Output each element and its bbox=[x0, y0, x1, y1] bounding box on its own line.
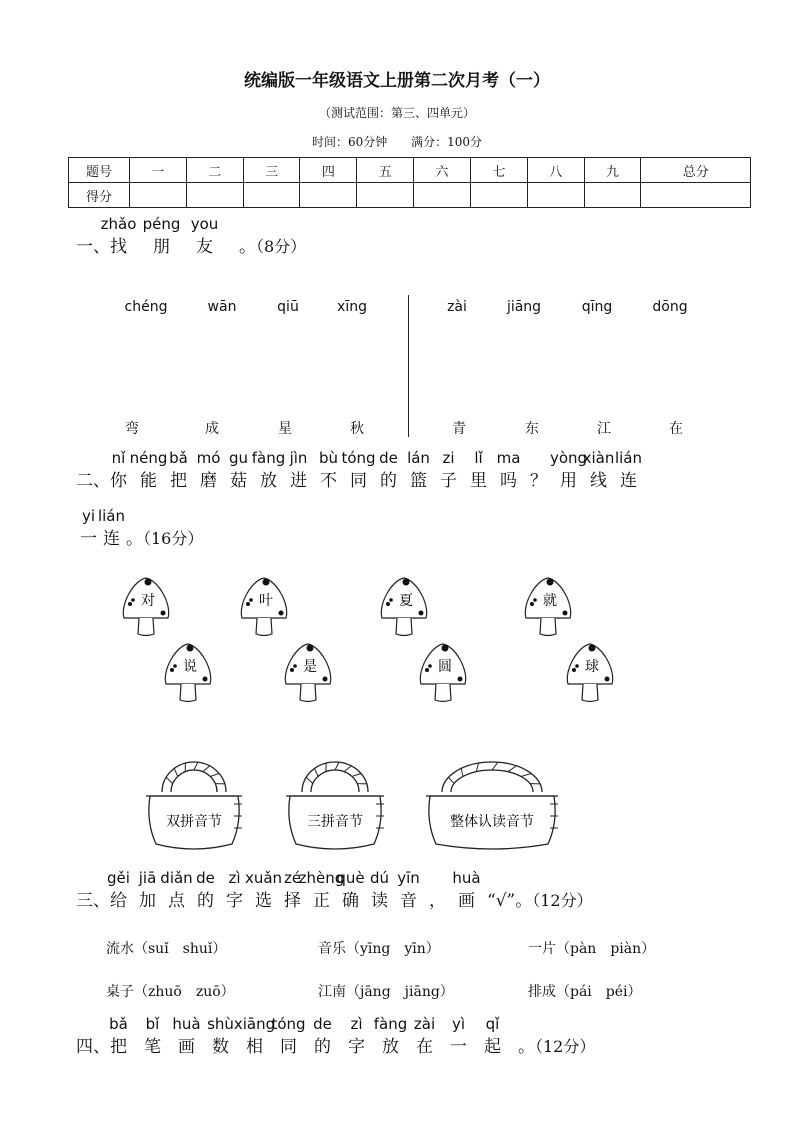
score-value-cell bbox=[641, 183, 751, 208]
basket-weave bbox=[461, 768, 463, 776]
hanzi-text: 的 bbox=[197, 891, 214, 911]
pinyin-char bbox=[271, 1015, 306, 1057]
pinyin-char bbox=[172, 1015, 201, 1057]
hanzi-text: 相 bbox=[246, 1037, 263, 1057]
pinyin-text: xiāng bbox=[233, 1015, 276, 1033]
mushroom[interactable] bbox=[420, 644, 465, 702]
hanzi-text: 用 bbox=[560, 471, 577, 491]
question-3-item-1: 流水（suǐ shuǐ） bbox=[106, 941, 227, 957]
pinyin-text: bǐ bbox=[145, 1015, 160, 1033]
hanzi-text: 能 bbox=[140, 471, 157, 491]
hanzi-text: 吗 bbox=[500, 471, 517, 491]
pinyin-char bbox=[244, 869, 283, 911]
question-1-heading bbox=[76, 215, 307, 257]
pinyin-text: zhǎo bbox=[100, 215, 137, 233]
pinyin-text: lián bbox=[614, 449, 643, 467]
score-value-cell bbox=[414, 183, 471, 208]
hanzi-text: 画 bbox=[458, 891, 475, 911]
question-3-item-2: 音乐（yīng yīn） bbox=[318, 941, 440, 957]
score-value-cell bbox=[470, 183, 527, 208]
pinyin-char bbox=[80, 507, 97, 549]
exam-full-score: 满分：100分 bbox=[411, 135, 482, 149]
pinyin-text: de bbox=[196, 869, 215, 887]
pinyin-word: chéng bbox=[124, 299, 168, 315]
question-1-text bbox=[100, 215, 239, 257]
pinyin-char bbox=[289, 449, 308, 491]
pinyin-text: qǐ bbox=[485, 1015, 500, 1033]
basket-label: 双拼音节 bbox=[166, 814, 222, 830]
hanzi-text: 正 bbox=[313, 891, 330, 911]
pinyin-text: néng bbox=[129, 449, 168, 467]
pinyin-text: zé bbox=[283, 869, 302, 887]
basket-weave bbox=[306, 777, 313, 783]
basket[interactable] bbox=[146, 762, 242, 849]
question-3-item-4: 桌子（zhuō zuō） bbox=[106, 984, 235, 1000]
pinyin-char bbox=[397, 869, 420, 911]
basket-weave bbox=[203, 766, 210, 772]
pinyin-text: yì bbox=[451, 1015, 466, 1033]
question-3-item-3: 一片（pàn piàn） bbox=[528, 941, 656, 957]
pinyin-char bbox=[169, 449, 188, 491]
pinyin-char bbox=[530, 466, 547, 491]
basket-weave bbox=[344, 766, 351, 772]
pinyin-word: qiū bbox=[277, 299, 299, 315]
hanzi-word: 秋 bbox=[350, 421, 364, 437]
hanzi-text: 一 bbox=[80, 529, 97, 549]
pinyin-char bbox=[484, 1015, 501, 1057]
pinyin-char bbox=[109, 1015, 128, 1057]
hanzi-word: 青 bbox=[452, 421, 466, 437]
hanzi-text: 起 bbox=[484, 1037, 501, 1057]
hanzi-text: 点 bbox=[168, 891, 185, 911]
basket-label: 三拼音节 bbox=[307, 814, 363, 830]
basket-weave bbox=[174, 768, 177, 776]
pinyin-text: nǐ bbox=[111, 449, 126, 467]
connect-dot bbox=[293, 664, 297, 668]
pinyin-char bbox=[283, 869, 302, 911]
pinyin-char bbox=[196, 869, 215, 911]
score-value-cell bbox=[527, 183, 584, 208]
connect-dot bbox=[533, 598, 537, 602]
pinyin-word: qīng bbox=[581, 299, 613, 315]
pinyin-char bbox=[196, 449, 221, 491]
connect-dot bbox=[173, 664, 177, 668]
hanzi-text: 不 bbox=[320, 471, 337, 491]
pinyin-char bbox=[298, 869, 345, 911]
question-2-heading-line2 bbox=[80, 507, 204, 549]
hanzi-text: ？ bbox=[530, 471, 547, 491]
question-2-score: （16分） bbox=[143, 529, 204, 548]
score-header-cell: 总分 bbox=[641, 158, 751, 183]
hanzi-text: 子 bbox=[440, 471, 457, 491]
score-header-cell: 四 bbox=[300, 158, 357, 183]
question-2-text-line2 bbox=[80, 507, 126, 549]
pinyin-char bbox=[100, 215, 137, 257]
basket[interactable] bbox=[426, 762, 558, 849]
question-3-end: “√”。 bbox=[487, 891, 533, 911]
mushroom-label: 是 bbox=[303, 659, 317, 675]
mushroom-row-top bbox=[123, 578, 570, 636]
hanzi-text: 笔 bbox=[144, 1037, 161, 1057]
basket-weave bbox=[448, 777, 454, 783]
hanzi-text: 连 bbox=[620, 471, 637, 491]
hanzi-text: 进 bbox=[290, 471, 307, 491]
hanzi-text: 磨 bbox=[200, 471, 217, 491]
pinyin-text: gěi bbox=[107, 869, 130, 887]
hanzi-text: 读 bbox=[371, 891, 388, 911]
pinyin-text: jìn bbox=[289, 449, 308, 467]
pinyin-text: de bbox=[313, 1015, 332, 1033]
pinyin-char bbox=[142, 215, 181, 257]
hanzi-text: 一 bbox=[450, 1037, 467, 1057]
test-scope: （测试范围：第三、四单元） bbox=[318, 106, 475, 120]
pinyin-text: zì bbox=[228, 869, 241, 887]
pinyin-text: you bbox=[190, 215, 219, 233]
score-table-score-row bbox=[69, 183, 751, 208]
pinyin-char bbox=[233, 1015, 276, 1057]
pinyin-char bbox=[160, 869, 193, 911]
mushroom[interactable] bbox=[165, 644, 210, 702]
pinyin-text: zài bbox=[413, 1015, 436, 1033]
mushroom[interactable] bbox=[567, 644, 612, 702]
hanzi-word: 成 bbox=[205, 421, 219, 437]
pinyin-char bbox=[407, 449, 430, 491]
hanzi-text: 篮 bbox=[410, 471, 427, 491]
connect-dot bbox=[575, 664, 579, 668]
exam-meta bbox=[0, 133, 794, 150]
score-header-cell: 三 bbox=[243, 158, 300, 183]
score-header-cell: 七 bbox=[470, 158, 527, 183]
pinyin-char bbox=[144, 1015, 161, 1057]
pinyin-char bbox=[429, 886, 446, 911]
question-4-number: 四、 bbox=[76, 1037, 110, 1057]
pinyin-char bbox=[138, 869, 157, 911]
hanzi-text: 的 bbox=[380, 471, 397, 491]
pinyin-char bbox=[450, 1015, 467, 1057]
score-header-cell: 二 bbox=[186, 158, 243, 183]
hanzi-text: 确 bbox=[342, 891, 359, 911]
basket-handle-inner bbox=[171, 770, 217, 792]
pinyin-char bbox=[190, 215, 219, 257]
pinyin-text: zi bbox=[442, 449, 455, 467]
pinyin-char bbox=[107, 869, 130, 911]
score-value-cell bbox=[357, 183, 414, 208]
mushroom-label: 说 bbox=[183, 659, 197, 675]
connect-dot bbox=[389, 598, 393, 602]
exam-time: 时间：60分钟 bbox=[311, 135, 388, 149]
pinyin-char bbox=[341, 449, 376, 491]
hanzi-text: 画 bbox=[178, 1037, 195, 1057]
pinyin-word: jiāng bbox=[506, 299, 542, 315]
pinyin-char bbox=[228, 449, 249, 491]
pinyin-word: wān bbox=[207, 299, 237, 315]
hanzi-text: 同 bbox=[280, 1037, 297, 1057]
hanzi-word: 弯 bbox=[125, 421, 139, 437]
pinyin-char bbox=[440, 449, 457, 491]
basket-weave bbox=[492, 762, 498, 770]
pinyin-char bbox=[369, 869, 390, 911]
question-4-score: （12分） bbox=[535, 1037, 596, 1056]
mushroom[interactable] bbox=[381, 578, 426, 636]
basket-weave bbox=[166, 777, 173, 783]
pinyin-text: shù bbox=[207, 1015, 234, 1033]
hanzi-text: 字 bbox=[348, 1037, 365, 1057]
pinyin-text: bù bbox=[318, 449, 339, 467]
hanzi-text: 同 bbox=[350, 471, 367, 491]
pinyin-text: lán bbox=[407, 449, 430, 467]
pinyin-char bbox=[251, 449, 286, 491]
mushroom-label: 就 bbox=[543, 593, 557, 609]
question-1-divider bbox=[408, 295, 409, 437]
pinyin-text: diǎn bbox=[160, 869, 193, 887]
pinyin-char bbox=[318, 449, 339, 491]
hanzi-text: 菇 bbox=[230, 471, 247, 491]
mushroom-label: 圆 bbox=[438, 659, 452, 675]
question-2-text-line1 bbox=[110, 449, 650, 491]
pinyin-text: huà bbox=[452, 869, 481, 887]
hanzi-text: 里 bbox=[470, 471, 487, 491]
hanzi-text: 你 bbox=[110, 471, 127, 491]
mushroom-label: 夏 bbox=[399, 593, 413, 609]
score-value-cell bbox=[584, 183, 641, 208]
hanzi-text: 把 bbox=[110, 1037, 127, 1057]
basket-row bbox=[146, 762, 558, 849]
question-3-heading bbox=[76, 869, 593, 911]
pinyin-text: tóng bbox=[271, 1015, 306, 1033]
pinyin-char bbox=[614, 449, 643, 491]
hanzi-text: 朋 bbox=[153, 237, 170, 257]
pinyin-text: dú bbox=[369, 869, 390, 887]
mushroom-label: 球 bbox=[585, 659, 599, 675]
hanzi-text: 字 bbox=[226, 891, 243, 911]
question-2-end: 。 bbox=[126, 529, 143, 549]
pinyin-word: dōng bbox=[652, 299, 688, 315]
question-3-number: 三、 bbox=[76, 891, 110, 911]
hanzi-word: 东 bbox=[525, 421, 539, 437]
pinyin-word: xīng bbox=[337, 299, 367, 315]
pinyin-char bbox=[452, 869, 481, 911]
mushroom[interactable] bbox=[525, 578, 570, 636]
pinyin-text: fàng bbox=[251, 449, 286, 467]
pinyin-text: jiā bbox=[138, 869, 157, 887]
hanzi-text: 的 bbox=[314, 1037, 331, 1057]
pinyin-text: mó bbox=[196, 449, 221, 467]
basket-weave bbox=[210, 773, 219, 776]
score-header-cell: 九 bbox=[584, 158, 641, 183]
basket-weave bbox=[335, 762, 339, 770]
pinyin-text: de bbox=[379, 449, 398, 467]
question-3-item-5: 江南（jāng jiāng） bbox=[318, 984, 454, 1000]
hanzi-text: 找 bbox=[110, 237, 127, 257]
question-1-end: 。 bbox=[239, 237, 256, 257]
pinyin-text: huà bbox=[172, 1015, 201, 1033]
pinyin-char bbox=[110, 449, 127, 491]
score-value-cell: 得分 bbox=[69, 183, 130, 208]
hanzi-text: 加 bbox=[139, 891, 156, 911]
hanzi-text: 择 bbox=[284, 891, 301, 911]
pinyin-char bbox=[379, 449, 398, 491]
pinyin-text: gu bbox=[228, 449, 249, 467]
basket-weave bbox=[194, 762, 198, 770]
pinyin-text: yi bbox=[81, 507, 96, 525]
hanzi-text: 把 bbox=[170, 471, 187, 491]
basket-handle-inner bbox=[311, 770, 359, 792]
pinyin-text: ma bbox=[496, 449, 521, 467]
connect-dot bbox=[428, 664, 432, 668]
hanzi-text: ， bbox=[429, 891, 446, 911]
pinyin-char bbox=[470, 449, 487, 491]
score-header-cell: 六 bbox=[414, 158, 471, 183]
hanzi-text: 数 bbox=[212, 1037, 229, 1057]
pinyin-char bbox=[226, 869, 243, 911]
pinyin-text: yīn bbox=[397, 869, 420, 887]
hanzi-word: 星 bbox=[278, 421, 292, 437]
connect-dot bbox=[249, 598, 253, 602]
pinyin-char bbox=[549, 449, 588, 491]
connect-dot bbox=[131, 598, 135, 602]
question-4-end: 。 bbox=[518, 1037, 535, 1057]
score-value-cell bbox=[300, 183, 357, 208]
pinyin-text: xiàn bbox=[582, 449, 615, 467]
question-4-heading bbox=[76, 1015, 596, 1057]
hanzi-text: 友 bbox=[196, 237, 213, 257]
mushroom[interactable] bbox=[241, 578, 286, 636]
pinyin-char bbox=[313, 1015, 332, 1057]
basket-handle-inner bbox=[451, 770, 533, 792]
question-2-number: 二、 bbox=[76, 471, 110, 491]
score-table-header-row bbox=[69, 158, 751, 183]
basket[interactable] bbox=[286, 762, 384, 849]
pinyin-text: què bbox=[336, 869, 365, 887]
question-1-number: 一、 bbox=[76, 237, 110, 257]
pinyin-text: bǎ bbox=[109, 1015, 128, 1033]
hanzi-word: 在 bbox=[669, 421, 683, 437]
pinyin-char bbox=[373, 1015, 408, 1057]
pinyin-char bbox=[129, 449, 168, 491]
basket-weave bbox=[352, 773, 361, 776]
basket-label: 整体认读音节 bbox=[450, 814, 534, 830]
score-header-cell: 五 bbox=[357, 158, 414, 183]
pinyin-char bbox=[336, 869, 365, 911]
score-header-cell: 题号 bbox=[69, 158, 130, 183]
pinyin-char bbox=[582, 449, 615, 491]
hanzi-text: 音 bbox=[400, 891, 417, 911]
basket-handle bbox=[442, 762, 542, 792]
pinyin-text: lián bbox=[97, 507, 126, 525]
pinyin-text: zì bbox=[350, 1015, 363, 1033]
mushroom-row-bottom bbox=[165, 644, 612, 702]
hanzi-text: 选 bbox=[255, 891, 272, 911]
basket-weave bbox=[315, 768, 318, 776]
hanzi-word: 江 bbox=[597, 421, 611, 437]
pinyin-char bbox=[97, 507, 126, 549]
mushroom-label: 对 bbox=[141, 593, 155, 609]
page-title: 统编版一年级语文上册第二次月考（一） bbox=[244, 71, 550, 91]
question-4-text bbox=[109, 1015, 518, 1057]
question-2-heading bbox=[76, 449, 650, 491]
pinyin-text: fàng bbox=[373, 1015, 408, 1033]
question-1-score: （8分） bbox=[256, 237, 307, 256]
question-3-item-6: 排成（pái péi） bbox=[528, 984, 642, 1000]
mushroom-basket-area bbox=[0, 560, 794, 860]
score-value-cell bbox=[186, 183, 243, 208]
hanzi-text: 在 bbox=[416, 1037, 433, 1057]
hanzi-text: 给 bbox=[110, 891, 127, 911]
pinyin-text: yòng bbox=[549, 449, 588, 467]
mushroom[interactable] bbox=[285, 644, 330, 702]
basket-weave bbox=[476, 763, 478, 772]
pinyin-text: bǎ bbox=[169, 449, 188, 467]
pinyin-char bbox=[496, 449, 521, 491]
pinyin-text: xuǎn bbox=[244, 869, 283, 887]
pinyin-text: tóng bbox=[341, 449, 376, 467]
hanzi-text: 连 bbox=[103, 529, 120, 549]
basket-weave bbox=[508, 766, 517, 772]
pinyin-char bbox=[348, 1015, 365, 1057]
pinyin-char bbox=[413, 1015, 436, 1057]
pinyin-text: péng bbox=[142, 215, 181, 233]
hanzi-text: 放 bbox=[382, 1037, 399, 1057]
score-value-cell bbox=[243, 183, 300, 208]
score-value-cell bbox=[130, 183, 187, 208]
pinyin-char bbox=[207, 1015, 234, 1057]
score-header-cell: 一 bbox=[130, 158, 187, 183]
basket-weave bbox=[521, 773, 531, 776]
question-3-text bbox=[107, 869, 487, 911]
pinyin-text: zhèng bbox=[298, 869, 345, 887]
pinyin-text: lǐ bbox=[474, 449, 483, 467]
score-header-cell: 八 bbox=[527, 158, 584, 183]
mushroom[interactable] bbox=[123, 578, 168, 636]
score-table bbox=[68, 157, 751, 208]
pinyin-word: zài bbox=[447, 299, 467, 315]
question-3-score: （12分） bbox=[532, 891, 593, 910]
hanzi-text: 线 bbox=[590, 471, 607, 491]
hanzi-text: 放 bbox=[260, 471, 277, 491]
mushroom-label: 叶 bbox=[259, 593, 273, 609]
